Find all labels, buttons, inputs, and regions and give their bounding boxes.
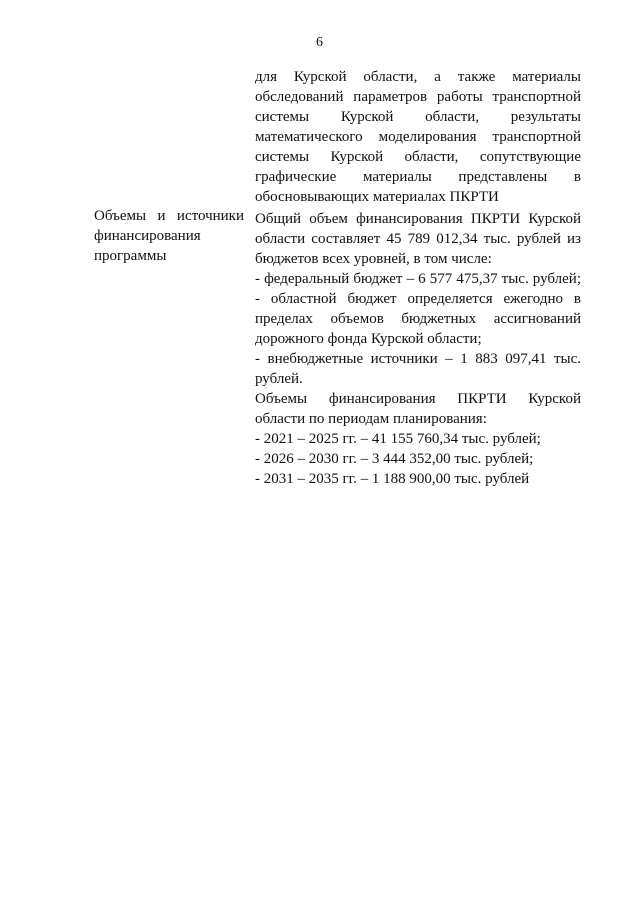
list-item: - областной бюджет определяется ежегодно в — [255, 291, 581, 307]
text-line: обосновывающих материалах ПКРТИ — [255, 189, 499, 205]
section-label-line: Объемы и источники — [94, 208, 244, 224]
text-line: дорожного фонда Курской области; — [255, 331, 482, 347]
text-line: системы Курской области, результаты — [255, 109, 581, 125]
page-number: 6 — [316, 35, 323, 50]
text-line: графические материалы представлены в — [255, 169, 581, 185]
text-line: системы Курской области, сопутствующие — [255, 149, 581, 165]
text-line: пределах объемов бюджетных ассигнований — [255, 311, 581, 327]
text-line: бюджетов всех уровней, в том числе: — [255, 251, 492, 267]
text-line: математического моделирования транспортной — [255, 129, 581, 145]
list-item: - внебюджетные источники – 1 883 097,41 тыс. — [255, 351, 581, 367]
text-line: области по периодам планирования: — [255, 411, 487, 427]
text-line: Общий объем финансирования ПКРТИ Курской — [255, 211, 581, 227]
text-line: Объемы финансирования ПКРТИ Курской — [255, 391, 581, 407]
list-item: - федеральный бюджет – 6 577 475,37 тыс. рублей; — [255, 271, 581, 287]
financing-paragraph — [255, 209, 581, 489]
text-line: для Курской области, а также материалы — [255, 69, 581, 85]
section-label-line: программы — [94, 248, 167, 264]
section-label-line: финансирования — [94, 228, 201, 244]
list-item: - 2021 – 2025 гг. – 41 155 760,34 тыс. рублей; — [255, 431, 541, 447]
text-line: области составляет 45 789 012,34 тыс. рублей из — [255, 231, 581, 247]
text-line: рублей. — [255, 371, 303, 387]
section-label — [94, 206, 244, 266]
list-item: - 2031 – 2035 гг. – 1 188 900,00 тыс. рублей — [255, 471, 530, 487]
text-line: обследований параметров работы транспортной — [255, 89, 581, 105]
section-content — [255, 67, 581, 489]
materials-paragraph — [255, 67, 581, 207]
list-item: - 2026 – 2030 гг. – 3 444 352,00 тыс. рублей; — [255, 451, 534, 467]
